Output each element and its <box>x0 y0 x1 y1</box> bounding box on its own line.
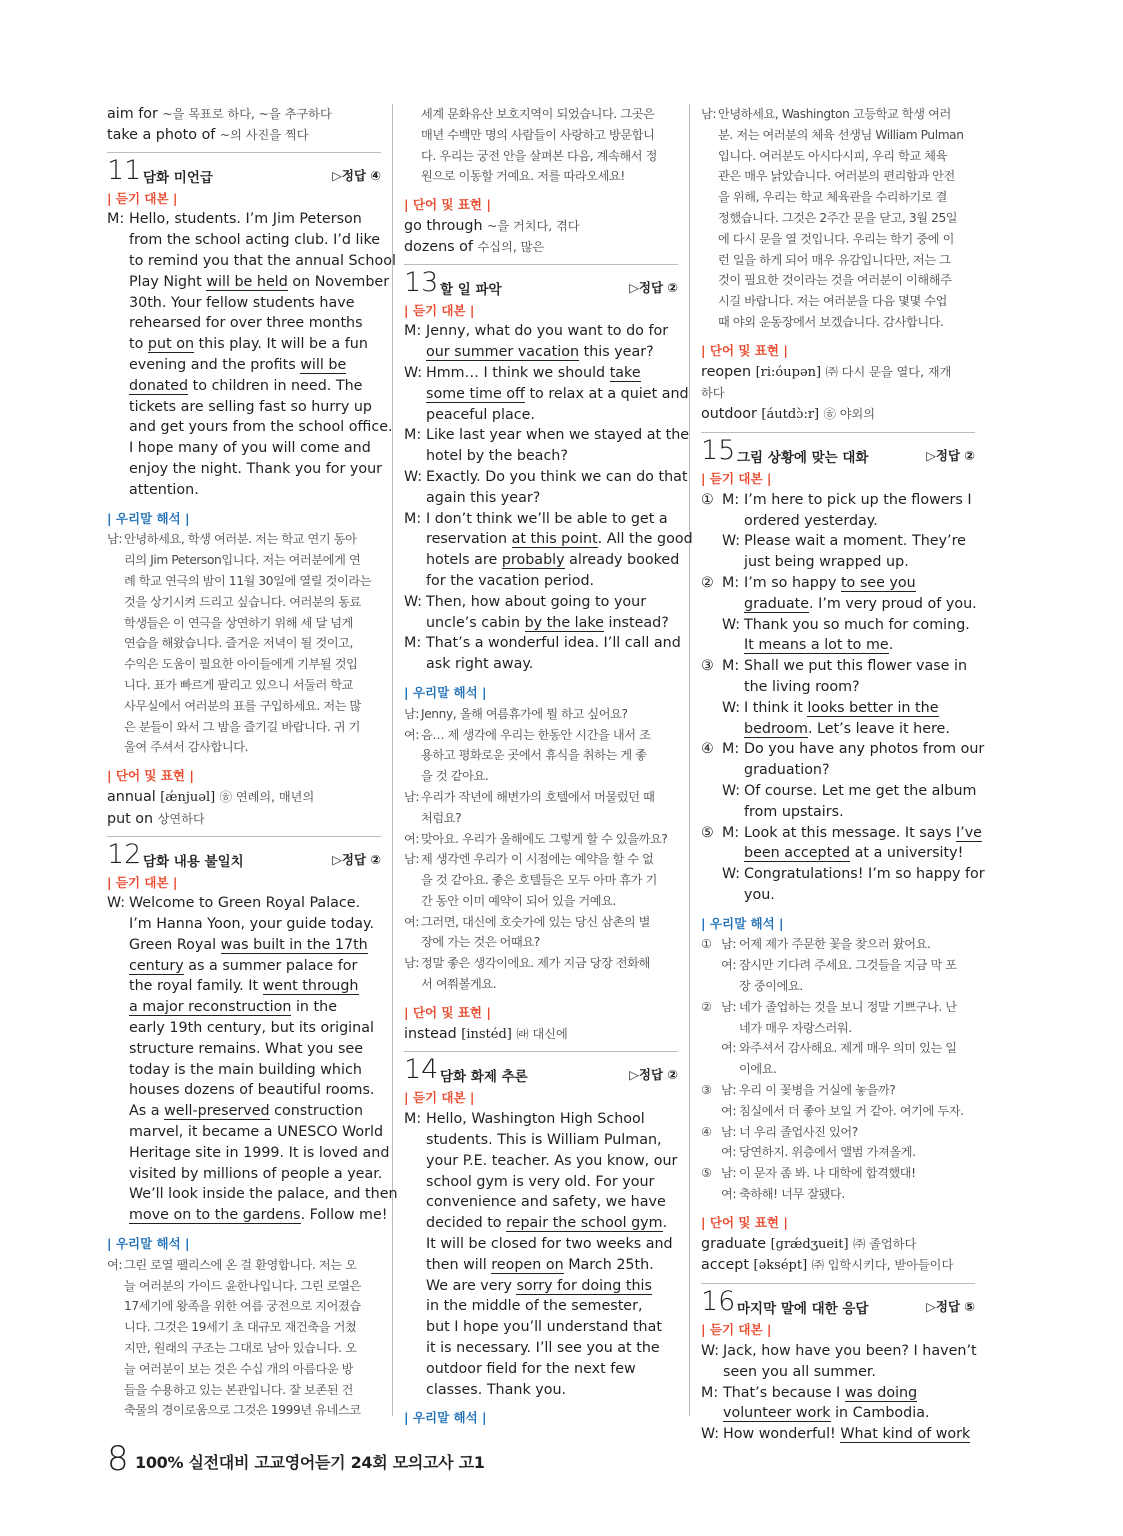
vocab-entry: outdoor [áutdɔ̀:r] ㉭ 야외의 <box>701 406 876 423</box>
question-header-16: 16 마지막 말에 대한 응답 ▷정답 ⑤ <box>701 1283 975 1320</box>
section-label-translate: | 우리말 해석 | <box>107 1236 190 1252</box>
section-label-vocab: | 단어 및 표현 | <box>404 197 491 213</box>
section-label-translate: | 우리말 해석 | <box>404 1410 487 1426</box>
question-header-15: 15 그림 상황에 맞는 대화 ▷정답 ② <box>701 432 975 469</box>
section-label-vocab: | 단어 및 표현 | <box>701 1214 788 1230</box>
section-label-listen: | 듣기 대본 | <box>701 1322 772 1338</box>
question-header-12: 12 담화 내용 불일치 ▷정답 ② <box>107 836 381 873</box>
column-divider-1 <box>392 104 393 1416</box>
vocab-entry: dozens of 수십의, 많은 <box>404 238 545 255</box>
section-label-vocab: | 단어 및 표현 | <box>404 1004 491 1020</box>
column-2: 세계 문화유산 보호지역이 되었습니다. 그곳은 매년 수백만 명의 사람들이 사랑하고 방문합니 다. 우리는 궁전 안을 살펴본 다음, 계속해서 정 원으로 이동할 거예요. 저를 따라오세요! | 단어 및 표현 | go through ~을 거치다, 겪다 dozens of 수십의, 많은 13 할 일 파악 ▷정답 ② | 듣기 대본 | M: Jenny, what do you want to do for our summer vacation this year? W: Hmm… I think we should take some time off to relax at a quiet and peaceful place. M: Like last year when we stayed at the hotel by the beach? W: Exactly. Do you think we can do that again this year? M: I don’t think we’ll be able to get a reservation at this point. All the good hotels are probably already booked for the vacation period. W: Then, how about going to your uncle’s cabin by the lake instead? M: That’s a wonderful idea. I’ll call and ask right away. | 우리말 해석 | 남: Jenny, 올해 여름휴가에 뭘 하고 싶어요? 여: 음… 제 생각에 우리는 한동안 시간을 내서 조 용하고 평화로운 곳에서 휴식을 취하는 게 좋 을 것 같아요. 남: 우리가 작년에 해변가의 호텔에서 머물렀던 때 처럼요? 여: 맞아요. 우리가 올해에도 그렇게 할 수 있을까요? 남: 제 생각엔 우리가 이 시점에는 예약을 할 수 없 을 것 같아요. 좋은 호텔들은 모두 아마 휴가 기 간 동안 이미 예약이 되어 있을 거예요. 여: 그러면, 대신에 호숫가에 있는 당신 삼촌의 별 장에 가는 것은 어때요? 남: 정말 좋은 생각이에요. 제가 지금 당장 전화해 서 여쭤볼게요. | 단어 및 표현 | instead [instéd] ㈑ 대신에 14 담화 화제 추론 ▷정답 ② | 듣기 대본 | M: Hello, Washington High School students. This is William Pulman, your P.E. teacher. As you know, our school gym is very old. For your convenience and safety, we have decided to repair the school gym. It will be closed for two weeks and then will reopen on March 25th. We are very sorry for doing this in the middle of the semester, but I hope you’ll understand that it is necessary. I’ll see you at the outdoor field for the next few classes. Thank you. | 우리말 해석 | <box>404 104 678 1429</box>
section-label-listen: | 듣기 대본 | <box>404 302 475 318</box>
column-3: 남: 안녕하세요, Washington 고등학교 학생 여러 분. 저는 여러분의 체육 선생님 William Pulman 입니다. 여러분도 아시다시피, 우리 학교 체육 관은 매우 낡았습니다. 여러분의 편리함과 안전 을 위해, 우리는 학교 체육관을 수리하기로 결 정했습니다. 그것은 2주간 문을 닫고, 3월 25일 에 다시 문을 열 것입니다. 우리는 학기 중에 이 런 일을 하게 되어 매우 유감입니다만, 저는 그 것이 필요한 것이라는 것을 여러분이 이해해주 시길 바랍니다. 저는 여러분을 다음 몇몇 수업 때 야외 운동장에서 보겠습니다. 감사합니다. | 단어 및 표현 | reopen [ri:óupən] ㈜ 다시 문을 열다, 재개 하다 outdoor [áutdɔ̀:r] ㉭ 야외의 15 그림 상황에 맞는 대화 ▷정답 ② | 듣기 대본 | ① M: I’m here to pick up the flowers I ordered yesterday. W: Please wait a moment. They’re just being wrapped up. ② M: I’m so happy to see you graduate. I’m very proud of you. W: Thank you so much for coming. It means a lot to me. ③ M: Shall we put this flower vase in the living room? W: I think it looks better in the bedroom. Let’s leave it here. ④ M: Do you have any photos from our graduation? W: Of course. Let me get the album from upstairs. ⑤ M: Look at this message. It says I’ve been accepted at a university! W: Congratulations! I’m so happy for you. | 우리말 해석 | ① 남: 어제 제가 주문한 꽃을 찾으러 왔어요. 여: 잠시만 기다려 주세요. 그것들을 지금 막 포 장 중이에요. ② 남: 네가 졸업하는 것을 보니 정말 기쁘구나. 난 네가 매우 자랑스러워. 여: 와주셔서 감사해요. 제게 매우 의미 있는 일 이에요. ③ 남: 우리 이 꽃병을 거실에 놓을까? 여: 침실에서 더 좋아 보일 거 같아. 여기에 두자. ④ 남: 너 우리 졸업사진 있어? 여: 당연하지. 위층에서 앨범 가져올게. ⑤ 남: 이 문자 좀 봐. 나 대학에 합격했대! 여: 축하해! 너무 잘됐다. | 단어 및 표현 | graduate [grǽdʒueit] ㈜ 졸업하다 accept [əksépt] ㈜ 입학시키다, 받아들이다 16 마지막 말에 대한 응답 ▷정답 ⑤ | 듣기 대본 | W: Jack, how have you been? I haven’t seen you all summer. M: That’s because I was doing volunteer work in Cambodia. W: How wonderful! What kind of work <box>701 107 985 1443</box>
vocab-entry: graduate [grǽdʒueit] ㈜ 졸업하다 <box>701 1235 917 1252</box>
section-label-listen: | 듣기 대본 | <box>701 470 772 486</box>
vocab-entry: annual [ǽnjuəl] ㉭ 연례의, 매년의 <box>107 788 315 805</box>
section-label-translate: | 우리말 해석 | <box>404 684 487 700</box>
question-header-13: 13 할 일 파악 ▷정답 ② <box>404 264 678 301</box>
vocab-entry: accept [əksépt] ㈜ 입학시키다, 받아들이다 <box>701 1257 954 1274</box>
vocab-entry: reopen [ri:óupən] ㈜ 다시 문을 열다, 재개 <box>701 363 952 380</box>
column-1: aim for ~을 목표로 하다, ~을 추구하다 take a photo of ~의 사진을 찍다 11 담화 미언급 ▷정답 ④ | 듣기 대본 | M: Hello, students. I’m Jim Peterson from the school acting club. I’d like to remind you that the annual School Play Night will be held on November 30th. Your fellow students have rehearsed for over three months to put on this play. It will be a fun evening and the profits will be donated to children in need. The tickets are selling fast so hurry up and get yours from the school office. I hope many of you will come and enjoy the night. Thank you for your attention. | 우리말 해석 | 남: 안녕하세요, 학생 여러분. 저는 학교 연기 동아 리의 Jim Peterson입니다. 저는 여러분에게 연 례 학교 연극의 밤이 11월 30일에 열릴 것이라는 것을 상기시켜 드리고 싶습니다. 여러분의 동료 학생들은 이 연극을 상연하기 위해 세 달 넘게 연습을 해왔습니다. 즐거운 저녁이 될 것이고, 수익은 도움이 필요한 아이들에게 기부될 것입 니다. 표가 빠르게 팔리고 있으니 서둘러 학교 사무실에서 여러분의 표를 구입하세요. 저는 많 은 분들이 와서 그 밤을 즐기길 바랍니다. 귀 기 울여 주셔서 감사합니다. | 단어 및 표현 | annual [ǽnjuəl] ㉭ 연례의, 매년의 put on 상연하다 12 담화 내용 불일치 ▷정답 ② | 듣기 대본 | W: Welcome to Green Royal Palace. I’m Hanna Yoon, your guide today. Green Royal was built in the 17th century as a summer palace for the royal family. It went through a major reconstruction in the early 19th century, but its original structure remains. What you see today is the main building which houses dozens of beautiful rooms. As a well-preserved construction marvel, it became a UNESCO World Heritage site in 1999. It is loved and visited by millions of people a year. We’ll look inside the palace, and then move on to the gardens. Follow me! | 우리말 해석 | 여: 그린 로열 팰리스에 온 걸 환영합니다. 저는 오 늘 여러분의 가이드 윤한나입니다. 그린 로열은 17세기에 왕족을 위한 여름 궁전으로 지어졌습 니다. 그것은 19세기 초 대규모 재건축을 거쳤 지만, 원래의 구조는 그대로 남아 있습니다. 오 늘 여러분이 보는 것은 수십 개의 아름다운 방 들을 수용하고 있는 본관입니다. 잘 보존된 건 축물의 경이로움으로 그것은 1999년 유네스코 <box>107 106 398 1418</box>
page-number: 8 <box>107 1439 129 1479</box>
section-label-translate: | 우리말 해석 | <box>701 915 784 931</box>
vocab-entry: go through ~을 거치다, 겪다 <box>404 217 580 234</box>
question-header-11: 11 담화 미언급 ▷정답 ④ <box>107 152 381 189</box>
vocab-entry: take a photo of ~의 사진을 찍다 <box>107 126 309 143</box>
section-label-translate: | 우리말 해석 | <box>107 510 190 526</box>
question-header-14: 14 담화 화제 추론 ▷정답 ② <box>404 1051 678 1088</box>
section-label-listen: | 듣기 대본 | <box>107 190 178 206</box>
vocab-entry: aim for ~을 목표로 하다, ~을 추구하다 <box>107 106 332 122</box>
section-label-listen: | 듣기 대본 | <box>404 1090 475 1106</box>
section-label-vocab: | 단어 및 표현 | <box>701 342 788 358</box>
vocab-entry: instead [instéd] ㈑ 대신에 <box>404 1025 568 1042</box>
vocab-entry: put on 상연하다 <box>107 810 205 827</box>
column-divider-2 <box>689 104 690 1416</box>
section-label-listen: | 듣기 대본 | <box>107 874 178 890</box>
section-label-vocab: | 단어 및 표현 | <box>107 768 194 784</box>
footer-title: 100% 실전대비 고교영어듣기 24회 모의고사 고1 <box>135 1453 485 1472</box>
